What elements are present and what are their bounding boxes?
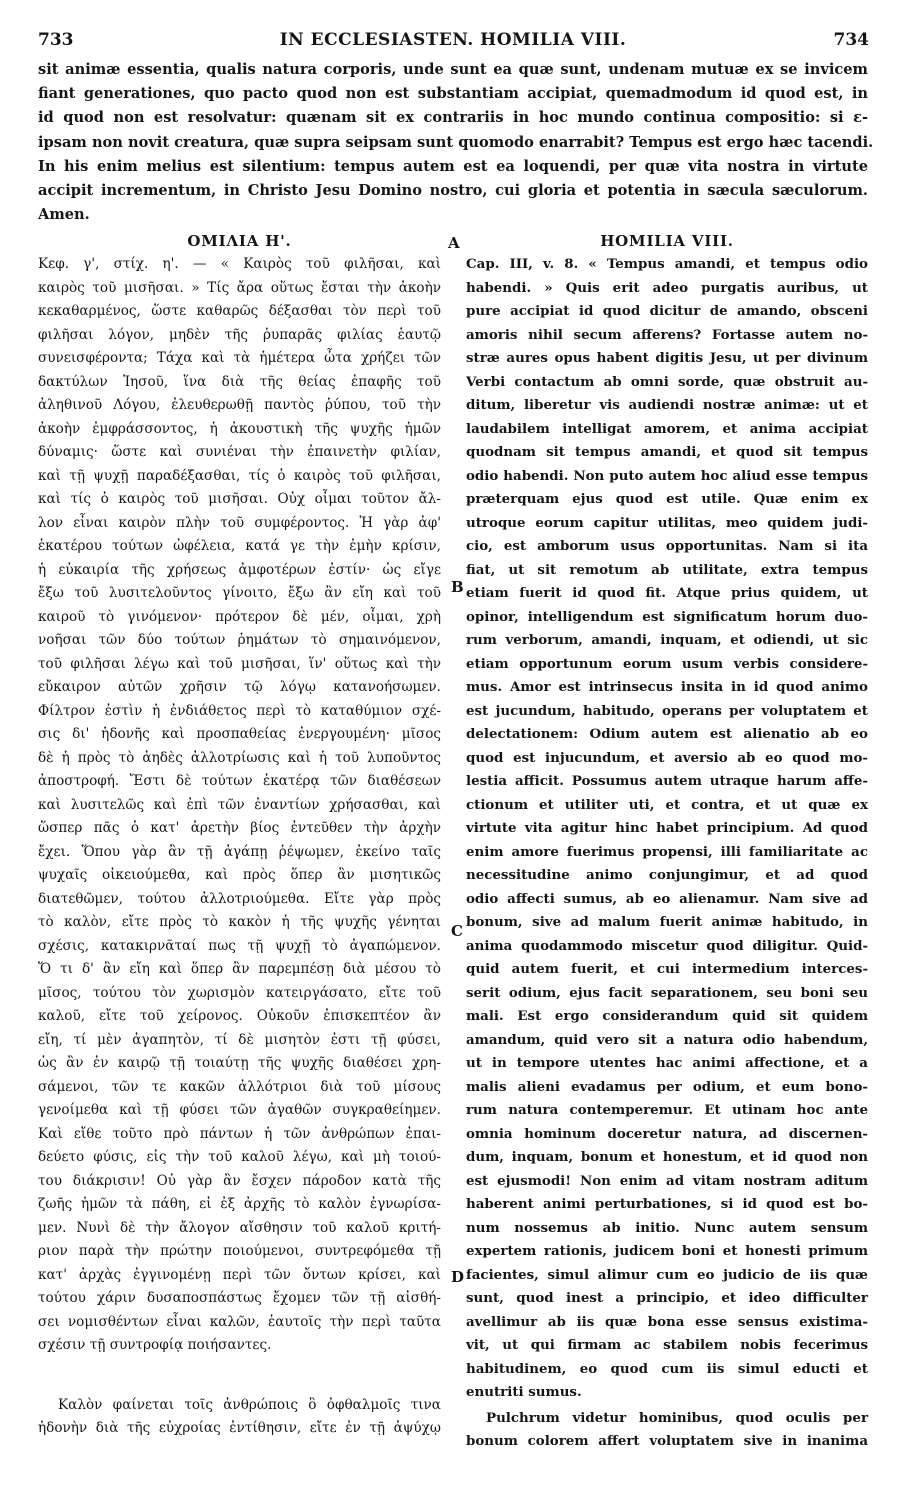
text-line: fiat, ut sit remotum ab utilitate, extra tempus xyxy=(466,561,868,578)
running-title: IN ECCLESIASTEN. HOMILIA VIII. xyxy=(279,30,627,50)
text-line: pure accipiat id quod dicitur de amando, obsceni xyxy=(466,303,868,319)
greek-text-lines xyxy=(38,253,441,1358)
text-line: σει νομισθέντων εἶναι καλῶν, ἑαυτοῖς τὴν περὶ ταῦτα xyxy=(38,1313,441,1330)
paragraph-gap xyxy=(38,1358,441,1394)
text-line: bonum, sive ad malum fuerit animæ habitudo, in xyxy=(466,914,868,930)
margin-marker-d: D xyxy=(451,1268,465,1286)
text-line: malis alieni evadamus per odium, et eum bono- xyxy=(466,1078,868,1095)
text-line: Καλὸν φαίνεται τοῖς ἀνθρώποις ὃ ὀφθαλμοῖς τινα xyxy=(58,1396,441,1413)
text-line: dum, inquam, bonum et honestum, et id quod non xyxy=(466,1149,868,1165)
text-line: κατ' ἀρχὰς ἐγγινομένῃ περὶ τῶν ὄντων κρίσει, καὶ xyxy=(38,1266,441,1283)
margin-marker-b: B xyxy=(451,578,464,596)
text-line: bonum colorem affert voluptatem sive in inanima xyxy=(466,1433,868,1449)
text-line: ἀκοὴν ἐμφράσσοντος, ἡ ἀκουστικὴ τῆς ψυχῆς ἡμῶν xyxy=(38,420,441,437)
text-line: virtute vita agitur hinc habet principium. Ad quod xyxy=(466,820,868,836)
text-line: necessitudine animo conjungimur, et ad quod xyxy=(466,867,868,883)
text-line: fiant generationes, quo pacto quod non est substantiam accipiat, quemadmodum id quod est, in xyxy=(38,85,868,103)
text-line: anima quodammodo miscetur quod diligitur. Quid- xyxy=(466,937,868,954)
text-line: διατεθῶμεν, τούτου ἀλλοτριούμεθα. Εἴτε γὰρ πρὸς xyxy=(38,890,441,907)
text-line: τοῦ φιλῆσαι λέγω καὶ τοῦ μισῆσαι, ἵν' οὕτως καὶ τὴν xyxy=(38,655,441,672)
text-line: omnia hominum doceretur natura, ad discernen- xyxy=(466,1125,868,1142)
text-line: δύναμις· ὥστε καὶ συνιέναι τὴν ἐπαινετὴν φιλίαν, xyxy=(38,444,441,460)
text-line: num nossemus ab initio. Nunc autem sensum xyxy=(466,1219,868,1236)
text-line: accipit incrementum, in Christo Jesu Domino nostro, cui gloria et potentia in sæcula sæculorum. xyxy=(38,181,868,199)
text-line: ut in tempore utentes hac animi affectione, et a xyxy=(466,1055,868,1071)
text-line: habitudinem, eo quod cum iis simul educti et xyxy=(466,1360,868,1377)
margin-marker-c: C xyxy=(451,922,463,940)
text-line: καὶ λυσιτελῶς καὶ ἐπὶ τῶν ἐναντίων χρήσασθαι, καὶ xyxy=(38,796,441,813)
text-line: Cap. III, v. 8. « Tempus amandi, et tempus odio xyxy=(466,256,868,272)
greek-homily-heading: ΟΜΙΛΙΑ Η'. xyxy=(187,232,292,250)
text-line: quid autem fuerit, et cui intermedium interces- xyxy=(466,961,868,977)
text-line: σχέσις, κατακιρνᾶταί πως τῇ ψυχῇ τὸ ἀγαπώμενον. xyxy=(38,937,441,954)
text-line: mali. Est ergo considerandum quid sit quidem xyxy=(466,1008,868,1024)
text-line: δὲ ἡ πρὸς τὸ ἀηδὲς ἀλλοτρίωσις καὶ ἡ τοῦ λυποῦντος xyxy=(38,749,441,766)
text-line: μῖσος, τούτου τὸν χωρισμὸν κατειργάσατο, εἴτε τοῦ xyxy=(38,984,441,1001)
text-line: vit, ut qui firmam ac stabilem nobis fecerimus xyxy=(466,1337,868,1353)
latin-text-lines xyxy=(466,253,868,1405)
text-line: delectationem: Odium autem est alienatio ab eo xyxy=(466,726,868,742)
text-line: Κεφ. γ', στίχ. η'. — « Καιρὸς τοῦ φιλῆσαι, καὶ xyxy=(38,256,441,272)
closing-paragraph xyxy=(38,58,874,227)
latin-homily-heading: HOMILIA VIII. xyxy=(600,232,734,250)
text-line: est jucundum, habitudo, operans per voluptatem et xyxy=(466,702,868,719)
text-line: præterquam ejus quod est utile. Quæ enim ex xyxy=(466,491,868,507)
text-line: Amen. xyxy=(38,206,90,224)
text-line: ipsam non novit creatura, quæ supra seipsam sunt quomodo enarrabit? Tempus est ergo hæc tacendi. xyxy=(38,133,874,151)
text-line: ἀληθινοῦ Λόγου, ἐλευθερωθῇ παντὸς ῥύπου, τοῦ τὴν xyxy=(38,397,441,413)
text-line: ctionum et utiliter uti, et contra, et ut quæ ex xyxy=(466,796,868,813)
text-line: ριον παρὰ τὴν πρώτην ποιούμενοι, συντρεφόμεθα τῇ xyxy=(38,1243,441,1259)
text-line: καλοῦ, εἴτε τοῦ χείρονος. Οὐκοῦν ἐπισκεπτέον ἂν xyxy=(38,1008,441,1024)
text-line: serit odium, ejus facit separationem, seu boni seu xyxy=(466,984,868,1001)
text-line: σχέσιν τῇ συντροφίᾳ ποιήσαντες. xyxy=(38,1337,272,1353)
text-line: habendi. » Quis erit adeo purgatis auribus, ut xyxy=(466,279,868,296)
latin-next-paragraph xyxy=(466,1407,868,1454)
text-line: Ὅ τι δ' ἂν εἴη καὶ ὅπερ ἂν παρεμπέσῃ διὰ μέσου τὸ xyxy=(38,961,441,977)
margin-marker-a: A xyxy=(448,234,460,252)
text-line: Pulchrum videtur hominibus, quod oculis per xyxy=(486,1409,868,1426)
text-line: odio habendi. Non puto autem hoc aliud esse tempus xyxy=(466,467,868,484)
text-line: τὸ καλὸν, εἴτε πρὸς τὸ κακὸν ἡ τῆς ψυχῆς γένηται xyxy=(38,914,441,930)
page-number-right: 734 xyxy=(833,30,869,50)
text-line: εἴη, τί μὲν ἀγαπητὸν, τί δὲ μισητὸν ἐστι τῇ φύσει, xyxy=(38,1031,441,1048)
text-line: ἑκατέρου τούτων ὠφέλεια, κατά γε τὴν ἐμὴν κρίσιν, xyxy=(38,538,441,554)
text-line: σάμενοι, τῶν τε κακῶν ἀλλότριοι διὰ τοῦ μίσους xyxy=(38,1078,441,1095)
text-line: In his enim melius est silentium: tempus autem est ea loquendi, per quæ vita nostra in virtute xyxy=(38,157,868,175)
text-line: amandum, quid vero sit a natura odio habendum, xyxy=(466,1031,868,1048)
text-line: lestia afficit. Possumus autem utraque harum affe- xyxy=(466,773,868,789)
text-line: id quod non est resolvatur: quænam sit ex contrariis in hoc mundo continua compositio: si ε- xyxy=(38,109,868,127)
text-line: ἡ εὐκαιρία τῆς χρήσεως ἀμφοτέρων ἐστίν· ὡς εἴγε xyxy=(38,561,441,578)
text-line: Verbi contactum ab omni sorde, quæ obstruit au- xyxy=(466,373,868,390)
text-line: κεκαθαρμένος, ὥστε καθαρῶς δέξασθαι τὸν περὶ τοῦ xyxy=(38,303,441,319)
text-line: ζωῆς ἡμῶν τὰ πάθη, εἰ ἐξ ἀρχῆς τὸ καλὸν ἐγνωρίσα- xyxy=(38,1196,441,1212)
text-line: τούτου χάριν δυσαποσπάστως ἔχομεν τῶν τῇ αἰσθή- xyxy=(38,1290,441,1306)
text-line: cio, est amborum usus opportunitas. Nam si ita xyxy=(466,538,868,554)
text-line: sunt, quod inest a principio, et ideo difficulter xyxy=(466,1290,868,1306)
text-line: quod est injucundum, et aversio ab eo quod mo- xyxy=(466,749,868,766)
text-line: Φίλτρον ἐστὶν ἡ ἐνδιάθετος περὶ τὸ καταθύμιον σχέ- xyxy=(38,702,441,719)
greek-next-paragraph xyxy=(38,1394,441,1441)
text-line: καιροῦ τὸ γινόμενον· πρότερον δὲ μέν, οἶμαι, χρὴ xyxy=(38,608,441,625)
text-line: est ejusmodi! Non enim ad vitam nostram aditum xyxy=(466,1172,868,1189)
text-line: expertem rationis, judicem boni et honesti primum xyxy=(466,1243,868,1259)
text-line: νοῆσαι τῶν δύο τούτων ῥημάτων τὸ σημαινόμενον, xyxy=(38,632,441,648)
latin-column xyxy=(466,229,868,1454)
text-line: καὶ τῇ ψυχῇ παραδέξασθαι, τίς ὁ καιρὸς τοῦ φιλῆσαι, xyxy=(38,467,441,484)
text-line: sit animæ essentia, qualis natura corporis, unde sunt ea quæ sunt, undenam mutuæ ex se invicem xyxy=(38,61,868,78)
text-line: enutriti sumus. xyxy=(466,1384,582,1400)
text-line: ὥσπερ πᾶς ὁ κατ' ἀρετὴν βίος ἐντεῦθεν τὴν ἀρχὴν xyxy=(38,820,441,836)
text-line: ἡδονὴν διὰ τῆς εὐχροίας ἐντίθησιν, εἴτε ἐν τῇ ἀψύχῳ xyxy=(38,1420,441,1436)
page-number-left: 733 xyxy=(38,30,74,50)
text-line: ψυχαῖς οἰκειούμεθα, καὶ πρὸς ὅπερ ἂν μισητικῶς xyxy=(38,867,441,883)
text-line: laudabilem intelligat amorem, et anima accipiat xyxy=(466,420,868,437)
text-line: avellimur ab iis quæ bona esse sensus existima- xyxy=(466,1313,868,1330)
text-line: haberent animi perturbationes, si id quod est bo- xyxy=(466,1196,868,1212)
text-line: odio affecti sumus, ab eo alienamur. Nam sive ad xyxy=(466,890,868,907)
text-line: γενοίμεθα καὶ τῇ φύσει τῶν ἀγαθῶν συγκραθείημεν. xyxy=(38,1102,441,1118)
text-line: stræ aures opus habent digitis Jesu, ut per divinum xyxy=(466,350,868,366)
text-line: enim amore fuerimus propensi, illi familiaritate ac xyxy=(466,843,868,860)
text-line: etiam opportunum eorum usum verbis considere- xyxy=(466,655,868,672)
text-line: mus. Amor est intrinsecus insita in id quod animo xyxy=(466,679,868,695)
text-line: quodnam sit tempus amandi, et quod sit tempus xyxy=(466,444,868,460)
text-line: δακτύλων Ἰησοῦ, ἵνα διὰ τῆς θείας ἐπαφῆς τοῦ xyxy=(38,373,441,390)
text-line: ἀποστροφή. Ἔστι δὲ τούτων ἑκατέρᾳ τῶν διαθέσεων xyxy=(38,773,441,789)
text-line: opinor, intelligendum est significatum horum duo- xyxy=(466,608,868,625)
text-line: rum verborum, amandi, inquam, et odiendi, ut sic xyxy=(466,632,868,648)
text-line: φιλῆσαι λόγον, μηδὲν τῆς ῥυπαρᾶς φιλίας ἑαυτῷ xyxy=(38,326,441,343)
text-line: σις δι' ἡδονῆς καὶ προσπαθείας ἐνεργουμένη· μῖσος xyxy=(38,726,441,742)
text-line: Καὶ εἴθε τοῦτο πρὸ πάντων ἡ τῶν ἀνθρώπων ἐπαι- xyxy=(38,1125,441,1142)
text-line: amoris nihil secum afferens? Fortasse autem no- xyxy=(466,326,868,343)
text-line: καὶ τίς ὁ καιρὸς τοῦ μισῆσαι. Οὐχ οἶμαι τοῦτον ἄλ- xyxy=(38,491,441,507)
text-line: καιρὸς τοῦ μισῆσαι. » Τίς ἄρα οὕτως ἔσται τὴν ἀκοὴν xyxy=(38,279,441,296)
greek-column xyxy=(38,229,441,1441)
text-line: μεν. Νυνὶ δὲ τὴν ἄλογον αἴσθησιν τοῦ καλοῦ κριτή- xyxy=(38,1219,441,1236)
text-line: ditum, liberetur vis audiendi nostræ animæ: ut et xyxy=(466,397,868,413)
text-line: facientes, simul alimur cum eo judicio de iis quæ xyxy=(466,1266,868,1283)
text-line: ἔχει. Ὅπου γὰρ ἂν τῇ ἀγάπῃ ῥέψωμεν, ἐκείνο ταῖς xyxy=(38,843,441,860)
text-line: utroque eorum capitur utilitas, meo quidem judi- xyxy=(466,514,868,531)
text-line: ἔξω τοῦ λυσιτελοῦντος γίνοιτο, ἔξω ἂν εἴη καὶ τοῦ xyxy=(38,585,441,601)
text-line: λον εἶναι καιρὸν πλὴν τοῦ συμφέροντος. Ἡ γὰρ ἀφ' xyxy=(38,514,441,531)
text-line: εὔκαιρον αὐτῶν χρῆσιν τῷ λόγῳ κατανοήσωμεν. xyxy=(38,679,441,695)
text-line: συνεισφέροντα; Τάχα καὶ τὰ ἡμέτερα ὦτα χρήζει τῶν xyxy=(38,350,441,366)
text-line: του διάκρισιν! Οὐ γὰρ ἂν ἔσχεν πάροδον κατὰ τῆς xyxy=(38,1172,441,1189)
text-line: etiam fuerit id quod fit. Atque prius quidem, ut xyxy=(466,585,868,601)
text-line: δεύετο φύσις, εἰς τὴν τοῦ καλοῦ λέγω, καὶ μὴ τοιού- xyxy=(38,1149,441,1165)
text-line: ὡς ἂν ἐν καιρῷ τῇ τοιαύτῃ τῆς ψυχῆς διαθέσει χρη- xyxy=(38,1055,441,1071)
text-line: rum natura contemperemur. Et utinam hoc ante xyxy=(466,1102,868,1118)
